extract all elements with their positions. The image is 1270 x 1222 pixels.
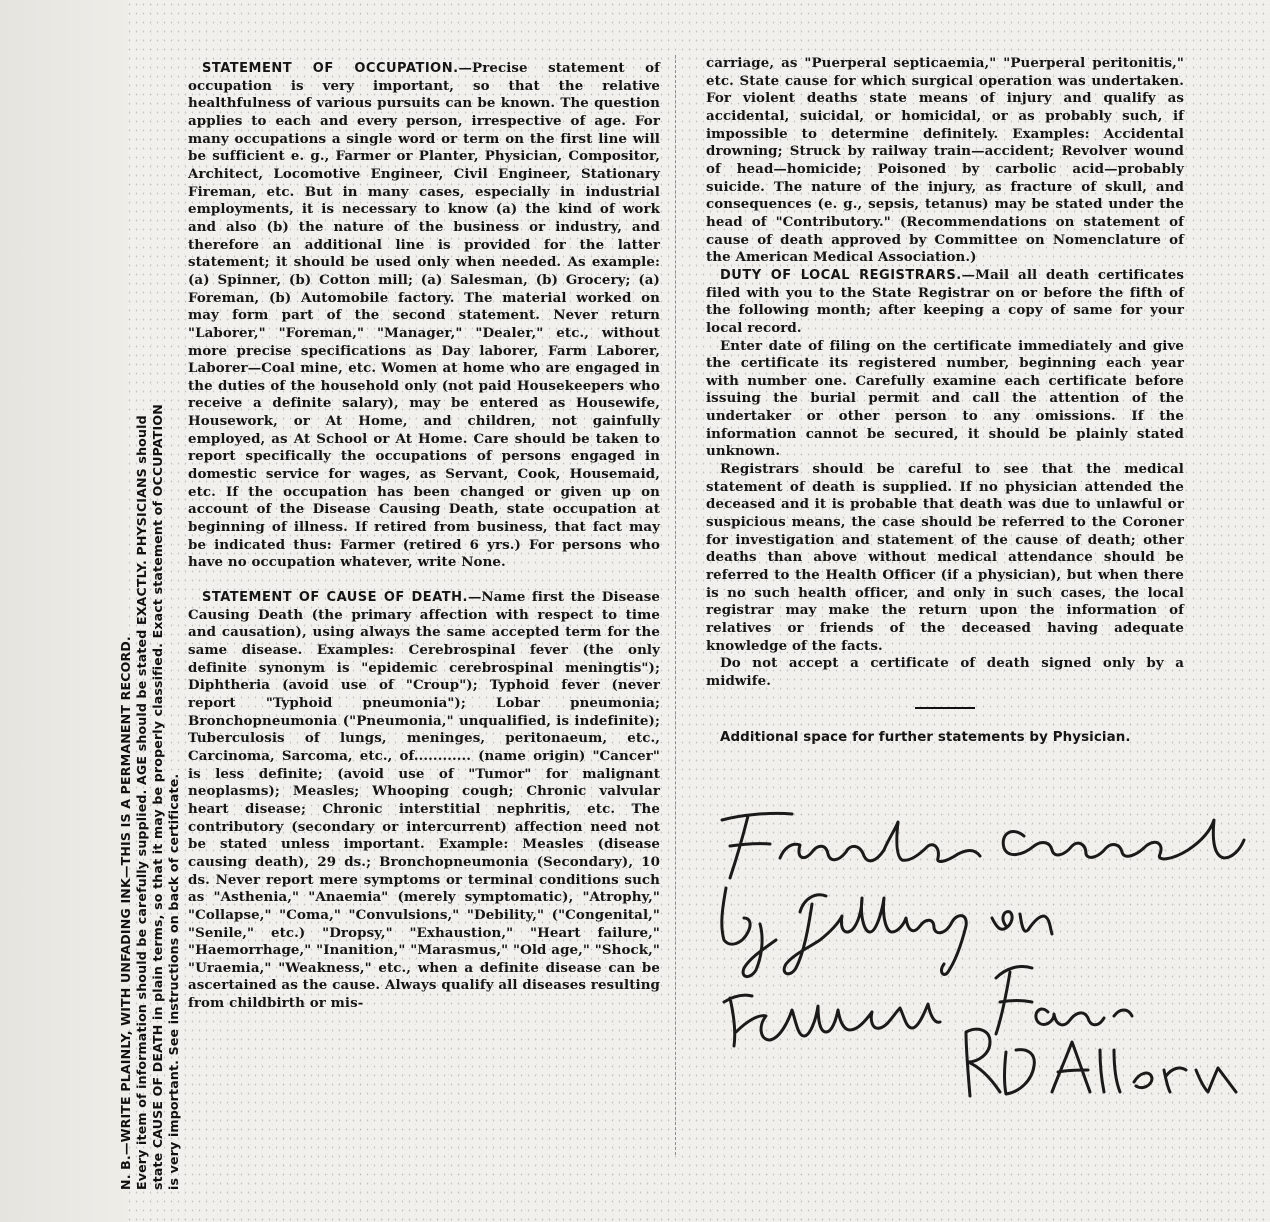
cause-continued-text: carriage, as "Puerperal septicaemia," "Puerperal peritonitis," etc. State cause for which surgical operation was undertaken. For violent deaths state means of injury and qualify as accidental, suicidal, or homicidal, or as probably such, if impossible to determine definitely. Examples: Accidental drowning; Struck by railway train—accident; Revolver wound of head—homicide; Poisoned by carbolic acid—probably suicide. The nature of the injury, as fracture of skull, and consequences (e. g., sepsis, tetanus) may be stated under the head of "Contributory." (Recommendations on statement of cause of death approved by Committee on Nomenclature of the American Medical Association.) bbox=[706, 55, 1184, 266]
left-column bbox=[188, 60, 660, 1013]
cause-section bbox=[188, 589, 660, 1013]
short-divider-rule bbox=[915, 707, 975, 709]
column-divider bbox=[675, 55, 677, 1155]
registrars-paragraph-4: Do not accept a certificate of death signed only by a midwife. bbox=[706, 655, 1184, 689]
additional-space-label: Additional space for further statements by Physician. bbox=[720, 729, 1131, 745]
occupation-heading: STATEMENT OF OCCUPATION. bbox=[202, 61, 459, 76]
handwritten-statement-drawing bbox=[700, 800, 1260, 1100]
notice-line-4: is very important. See instructions on back of certificate. bbox=[166, 773, 181, 1190]
occupation-section bbox=[188, 60, 660, 572]
registrars-heading: DUTY OF LOCAL REGISTRARS. bbox=[720, 267, 962, 283]
cause-text: —Name first the Disease Causing Death (the primary affection with respect to time and causation), using always the same accepted term for the same disease. Examples: Cerebrospinal fever (the only definite synonym is "epidemic cerebrospinal meningtis"); Diphtheria (avoid use of "Croup"); Typhoid fever (never report "Typhoid pneumonia"); Lobar pneumonia; Bronchopneumonia ("Pneumonia," unqualified, is indefinite); Tuberculosis of lungs, meninges, peritonaeum, etc., Carcinoma, Sarcoma, etc., of............ (name origin) "Cancer" is less definite; (avoid use of "Tumor" for malignant neoplasms); Measles; Whooping cough; Chronic valvular heart disease; Chronic interstitial nephritis, etc. The contributory (secondary or intercurrent) affection need not be stated unless important. Example: Measles (disease causing death), 29 ds.; Bronchopneumonia (Secondary), 10 ds. Never report mere symptoms or terminal conditions such as "Asthenia," "Anaemia" (merely symptomatic), "Atrophy," "Collapse," "Coma," "Convulsions," "Debility," ("Congenital," "Senile," etc.) "Dropsy," "Exhaustion," "Heart failure," "Haemorrhage," "Inanition," "Marasmus," "Old age," "Shock," "Uraemia," "Weakness," etc., when a definite disease can be ascertained as the cause. Always qualify all diseases resulting from childbirth or mis- bbox=[188, 589, 661, 1012]
occupation-text: —Precise statement of occupation is very important, so that the relative healthfulness of various pursuits can be known. The question applies to each and every person, irrespective of age. For many occupations a single word or term on the first line will be sufficient e. g., Farmer or Planter, Physician, Compositor, Architect, Locomotive Engineer, Civil Engineer, Stationary Fireman, etc. But in many cases, especially in industrial employments, it is necessary to know (a) the kind of work and also (b) the nature of the business or industry, and therefore an additional line is provided for the latter statement; it should be used only when needed. As example: (a) Spinner, (b) Cotton mill; (a) Salesman, (b) Grocery; (a) Foreman, (b) Automobile factory. The material worked on may form part of the second statement. Never return "Laborer," "Foreman," "Manager," "Dealer," etc., without more precise specifications as Day laborer, Farm Laborer, Laborer—Coal mine, etc. Women at home who are engaged in the duties of the household only (not paid Housekeepers who receive a definite salary), may be entered as Housewife, Housework, or At Home, and children, not gainfully employed, as At School or At Home. Care should be taken to report specifically the occupations of persons engaged in domestic service for wages, as Servant, Cook, Housemaid, etc. If the occupation has been changed or given up on account of the Disease Causing Death, state occupation at beginning of illness. If retired from business, that fact may be indicated thus: Farmer (retired 6 yrs.) For persons who have no occupation whatever, write None. bbox=[188, 60, 660, 571]
registrars-paragraph-3: Registrars should be careful to see that the medical statement of death is supplied. If no physician attended the deceased and it is probable that death was due to unlawful or suspicious means, the case should be referred to the Coroner for investigation and statement of the cause of death; other deaths than above without medical attendance should be referred to the Health Officer (if a physician), but when there is no such health officer, and only in such cases, the local registrar may make the return upon the information of relatives or friends of the deceased having adequate knowledge of the facts. bbox=[706, 461, 1184, 654]
registrars-section bbox=[706, 267, 1184, 338]
notice-line-3: state CAUSE OF DEATH in plain terms, so that it may be properly classified. Exact statement of OCCUPATION bbox=[150, 404, 165, 1190]
registrars-paragraph-2: Enter date of filing on the certificate immediately and give the certificate its registered number, beginning each year with number one. Carefully examine each certificate before issuing the burial permit and call the attention of the undertaker or other person to any omissions. If the information cannot be secured, it should be plainly stated unknown. bbox=[706, 337, 1184, 460]
cause-heading: STATEMENT OF CAUSE OF DEATH. bbox=[202, 590, 468, 606]
handwritten-statement bbox=[700, 800, 1260, 1100]
right-column bbox=[706, 55, 1184, 746]
left-margin-strip bbox=[0, 0, 128, 1222]
registrars-text: —Mail all death certificates filed with you to the State Registrar on or before the fifth of the following month; after keeping a copy of same for your local record. bbox=[706, 266, 1184, 336]
notice-line-1: N. B.—WRITE PLAINLY, WITH UNFADING INK—THIS IS A PERMANENT RECORD. bbox=[118, 636, 133, 1190]
notice-line-2: Every item of information should be carefully supplied. AGE should be stated EXACTLY. PHYSICIANS should bbox=[134, 415, 149, 1190]
